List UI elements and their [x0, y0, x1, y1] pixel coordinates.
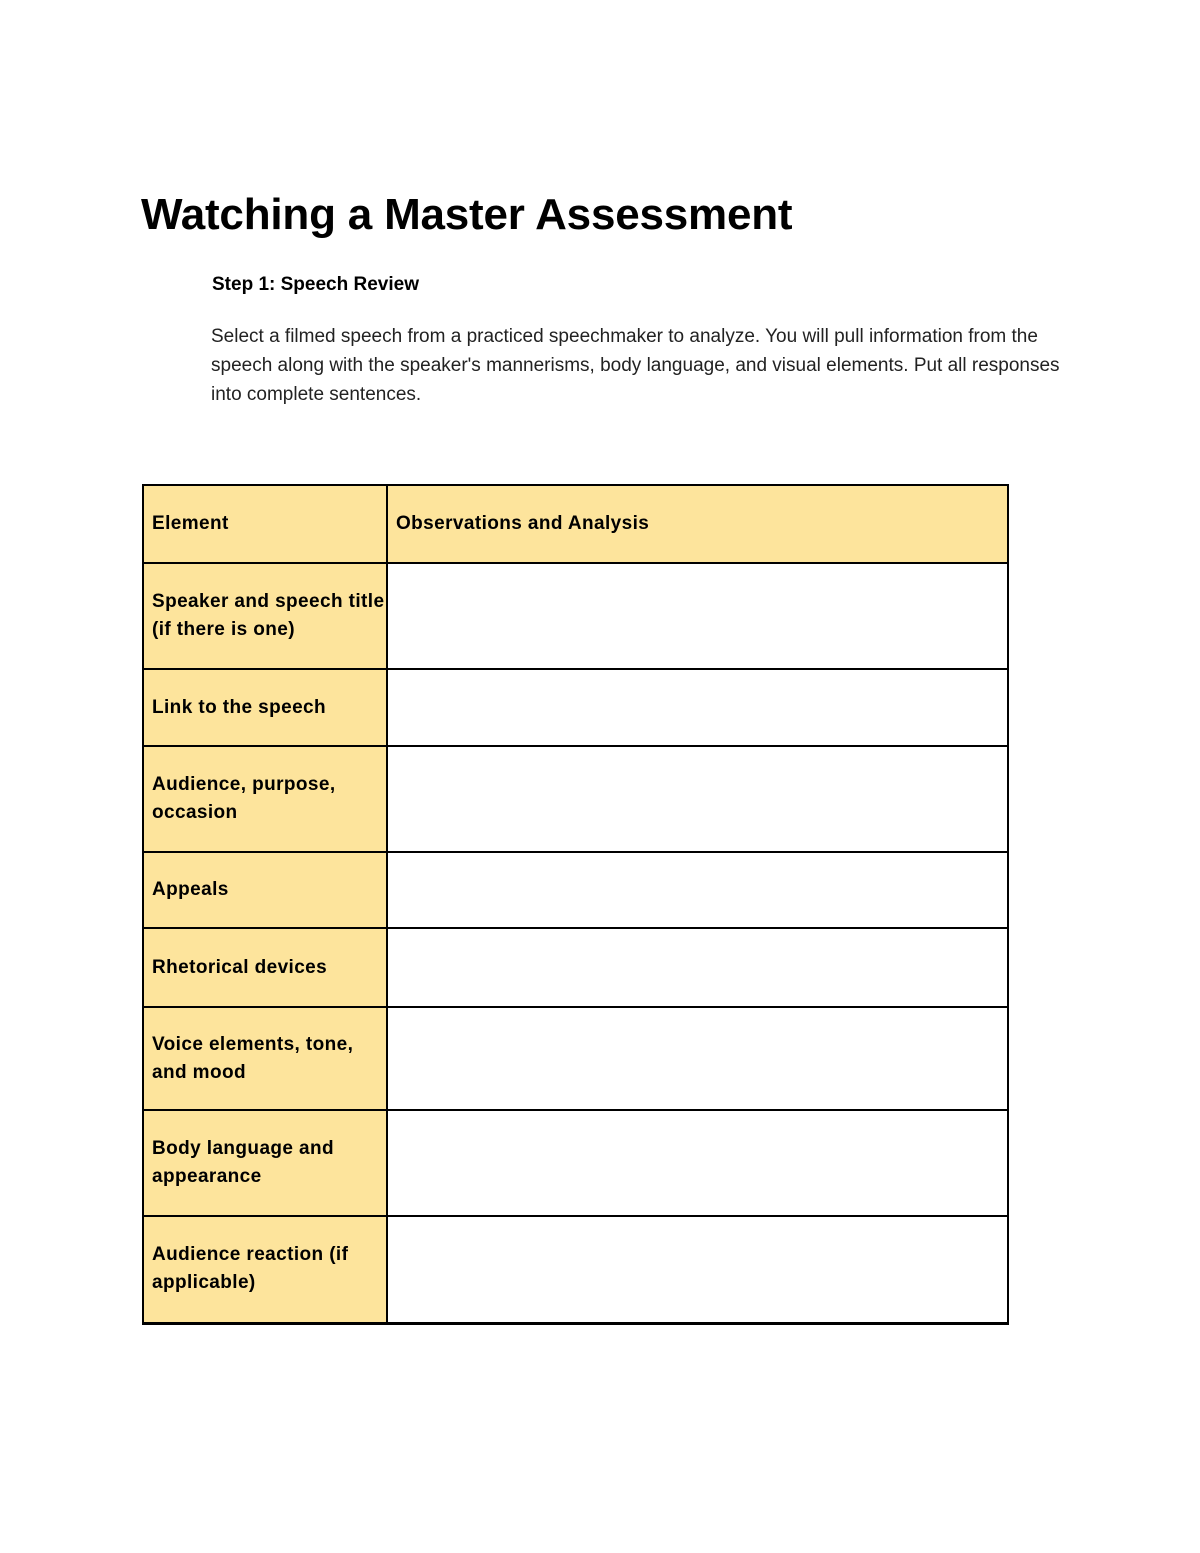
observation-cell[interactable]: [387, 563, 1008, 669]
table-row: [143, 928, 1008, 1007]
column-header-element: Element: [143, 485, 387, 563]
observation-cell[interactable]: [387, 852, 1008, 928]
step-heading: Step 1: Speech Review: [212, 274, 419, 295]
element-label: Appeals: [143, 852, 387, 928]
element-label: Rhetorical devices: [143, 928, 387, 1007]
table-header-row: [143, 485, 1008, 563]
observation-cell[interactable]: [387, 928, 1008, 1007]
table-row: [143, 852, 1008, 928]
element-label: Body language and appearance: [143, 1110, 387, 1216]
table-row: [143, 669, 1008, 746]
element-label: Audience reaction (if applicable): [143, 1216, 387, 1323]
table-row: [143, 746, 1008, 852]
observation-cell[interactable]: [387, 1007, 1008, 1110]
instructions-paragraph: Select a filmed speech from a practiced speechmaker to analyze. You will pull information from the speech along with the speaker's mannerisms, body language, and visual elements. Put all responses into complete sentences.: [211, 326, 1060, 405]
document-title: Watching a Master Assessment: [141, 190, 793, 239]
table-row: [143, 1216, 1008, 1323]
element-label: Voice elements, tone, and mood: [143, 1007, 387, 1110]
element-label: Speaker and speech title (if there is one): [143, 563, 387, 669]
observation-cell[interactable]: [387, 1110, 1008, 1216]
table-row: [143, 563, 1008, 669]
observation-cell[interactable]: [387, 1216, 1008, 1323]
column-header-observations: Observations and Analysis: [387, 485, 1008, 563]
table-row: [143, 1007, 1008, 1110]
table-row: [143, 1110, 1008, 1216]
element-label: Audience, purpose, occasion: [143, 746, 387, 852]
element-label: Link to the speech: [143, 669, 387, 746]
observation-cell[interactable]: [387, 746, 1008, 852]
observation-cell[interactable]: [387, 669, 1008, 746]
analysis-table: [142, 484, 1009, 1325]
